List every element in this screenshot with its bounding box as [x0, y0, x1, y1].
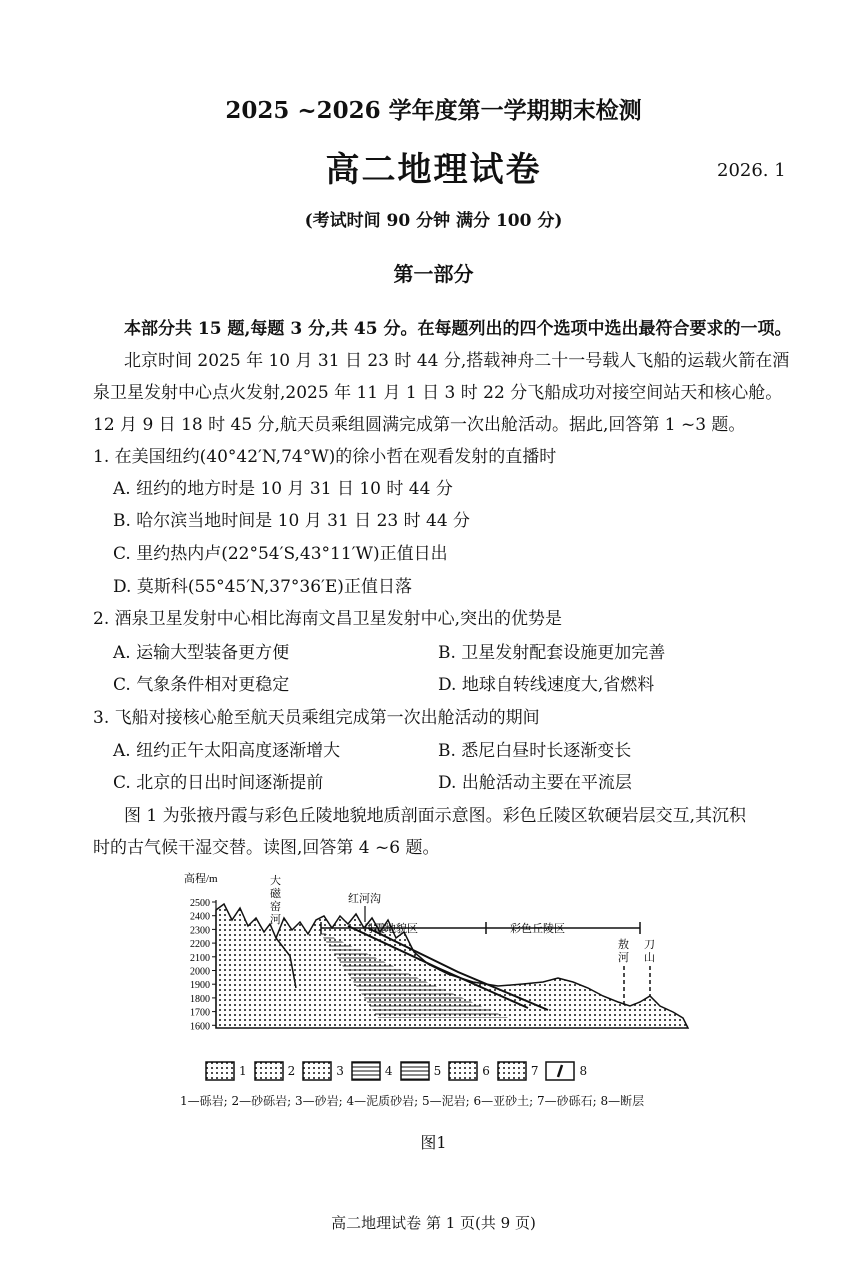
exam-subtitle: 2025 ~2026 学年度第一学期期末检测: [225, 97, 642, 124]
y-tick-label: 2000: [190, 966, 210, 978]
passage1-line: 12 月 9 日 18 时 45 分,航天员乘组圆满完成第一次出舱活动。据此,回答第 1 ~3 题。: [93, 415, 746, 435]
q1-option-c: C. 里约热内卢(22°54′S,43°11′W)正值日出: [113, 544, 448, 564]
legend-label: 3: [336, 1064, 344, 1078]
legend-swatch: [497, 1061, 527, 1081]
caise-label: 彩色丘陵区: [510, 923, 565, 935]
q2-option-c: C. 气象条件相对更稳定: [113, 675, 290, 695]
passage1-line: 泉卫星发射中心点火发射,2025 年 11 月 1 日 3 时 22 分飞船成功对接空间站天和核心舱。: [93, 383, 783, 403]
passage2-line: 时的古气候干湿交替。读图,回答第 4 ~6 题。: [93, 838, 440, 858]
passage2-line: 图 1 为张掖丹霞与彩色丘陵地貌地质剖面示意图。彩色丘陵区软硬岩层交互,其沉积: [124, 806, 747, 826]
part-heading: 第一部分: [393, 262, 474, 286]
q1-option-a: A. 纽约的地方时是 10 月 31 日 10 时 44 分: [113, 479, 453, 499]
svg-text:山: 山: [644, 952, 655, 964]
exam-title: 高二地理试卷: [325, 150, 542, 190]
svg-text:敖: 敖: [618, 939, 629, 951]
y-tick-label: 2100: [190, 952, 210, 964]
legend-item: [205, 1061, 247, 1081]
figure-caption: 图1: [420, 1133, 447, 1152]
daoshan-label: [644, 939, 655, 964]
q2-stem: 2. 酒泉卫星发射中心相比海南文昌卫星发射中心,突出的优势是: [93, 609, 563, 629]
legend-text: 1—砾岩; 2—砂砾岩; 3—砂岩; 4—泥质砂岩; 5—泥岩; 6—亚砂土; 7—砂砾石; 8—断层: [180, 1094, 645, 1108]
svg-text:刀: 刀: [644, 939, 655, 951]
page-footer: 高二地理试卷 第 1 页(共 9 页): [331, 1214, 536, 1232]
y-tick-label: 1800: [190, 993, 210, 1005]
exam-date: 2026. 1: [717, 160, 786, 181]
legend-swatch: [302, 1061, 332, 1081]
q3-option-b: B. 悉尼白昼时长逐渐变长: [438, 741, 632, 761]
svg-text:河: 河: [618, 952, 629, 964]
q2-option-b: B. 卫星发射配套设施更加完善: [438, 643, 666, 663]
legend-label: 5: [433, 1064, 442, 1078]
svg-text:河: 河: [270, 914, 281, 926]
svg-text:磁: 磁: [270, 888, 281, 900]
aohe-label: [618, 937, 629, 964]
legend-swatch: [254, 1061, 284, 1081]
legend-swatch: [448, 1061, 478, 1081]
legend-item: [400, 1061, 442, 1081]
geologic-profile-figure: [178, 868, 698, 1052]
legend-item: [351, 1061, 393, 1081]
y-tick-label: 1600: [190, 1021, 210, 1033]
profile-svg: [178, 868, 698, 1048]
y-tick-label: 2400: [190, 911, 210, 923]
legend-item: [302, 1061, 344, 1081]
svg-text:窑: 窑: [270, 901, 281, 913]
y-axis-label: 高程/m: [184, 873, 218, 885]
danxia-label: 丹霞地貌区: [363, 923, 418, 935]
legend-label: 6: [482, 1064, 490, 1078]
instructions: 本部分共 15 题,每题 3 分,共 45 分。在每题列出的四个选项中选出最符合要求的一项。: [124, 319, 792, 339]
q1-stem: 1. 在美国纽约(40°42′N,74°W)的徐小哲在观看发射的直播时: [93, 447, 557, 467]
q3-option-a: A. 纽约正午太阳高度逐渐增大: [113, 741, 341, 761]
legend-label: 7: [530, 1064, 539, 1078]
legend-item: [497, 1061, 539, 1081]
honghegou-label: 红河沟: [348, 893, 381, 905]
q3-option-c: C. 北京的日出时间逐渐提前: [113, 773, 324, 793]
legend-label: 8: [579, 1064, 588, 1078]
legend-swatch: [545, 1061, 575, 1081]
y-tick-label: 2300: [190, 925, 210, 937]
q3-option-d: D. 出舱活动主要在平流层: [438, 773, 632, 793]
svg-text:大: 大: [270, 875, 281, 887]
q1-option-d: D. 莫斯科(55°45′N,37°36′E)正值日落: [113, 577, 412, 597]
legend-item: [448, 1061, 490, 1081]
legend-swatch: [205, 1061, 235, 1081]
passage1-line: 北京时间 2025 年 10 月 31 日 23 时 44 分,搭载神舟二十一号载人飞船的运载火箭在酒: [124, 351, 790, 371]
q1-option-b: B. 哈尔滨当地时间是 10 月 31 日 23 时 44 分: [113, 511, 471, 531]
legend-label: 4: [384, 1064, 393, 1078]
y-tick-label: 2200: [190, 939, 210, 951]
dacisao-label: [270, 873, 282, 926]
legend-swatch: [351, 1061, 381, 1081]
legend-item: [254, 1061, 296, 1081]
y-tick-label: 1900: [190, 980, 210, 992]
legend-label: 1: [239, 1064, 247, 1078]
exam-info: (考试时间 90 分钟 满分 100 分): [304, 211, 563, 231]
legend-label: 2: [287, 1064, 296, 1078]
y-tick-label: 1700: [190, 1007, 210, 1019]
legend-item: [545, 1061, 587, 1081]
y-tick-label: 2500: [190, 898, 210, 909]
q3-stem: 3. 飞船对接核心舱至航天员乘组完成第一次出舱活动的期间: [93, 708, 540, 728]
q2-option-d: D. 地球自转线速度大,省燃料: [438, 675, 655, 695]
q2-option-a: A. 运输大型装备更方便: [113, 643, 290, 663]
figure-legend: [205, 1058, 594, 1084]
legend-swatch: [400, 1061, 430, 1081]
y-axis: [190, 898, 216, 1032]
